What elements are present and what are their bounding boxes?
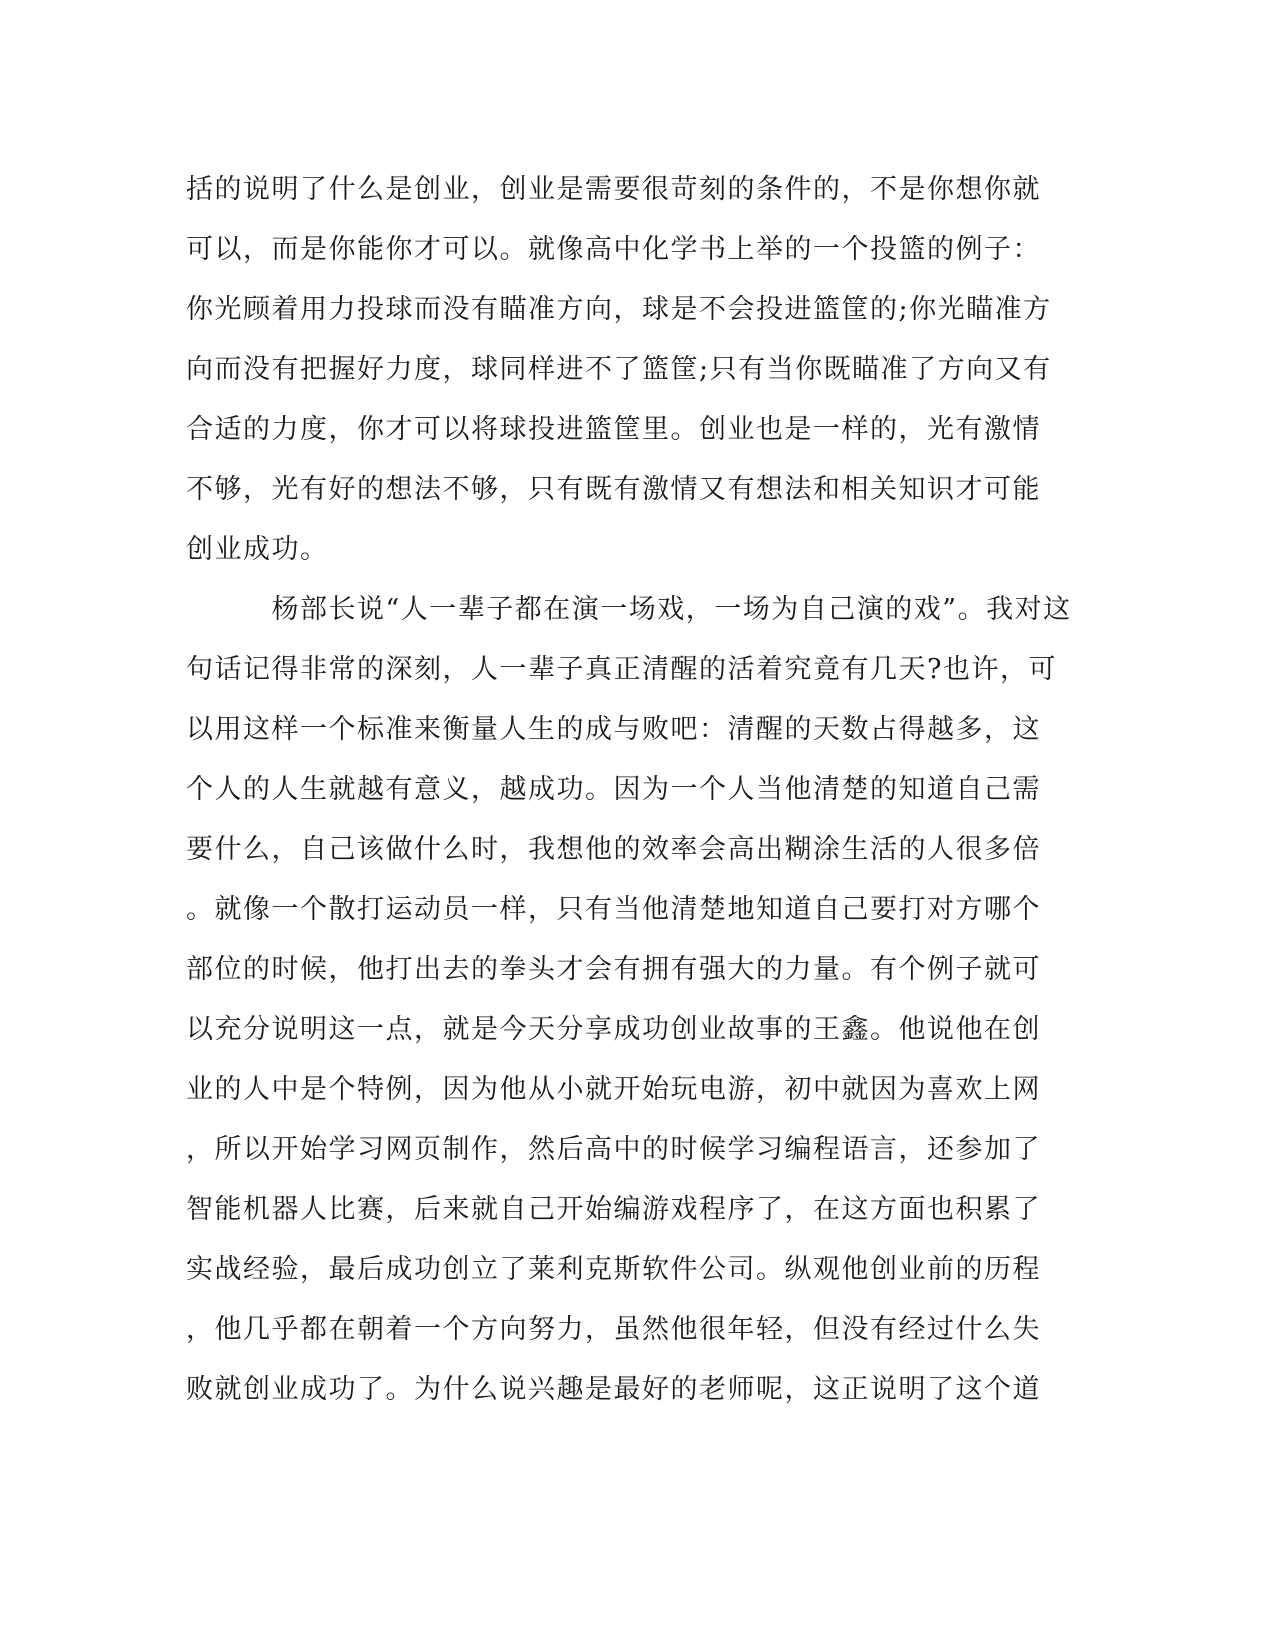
text-line-18: 智能机器人比赛，后来就自己开始编游戏程序了，在这方面也积累了 (186, 1194, 1041, 1225)
text-line-6: 不够，光有好的想法不够，只有既有激情又有想法和相关知识才可能 (186, 474, 1041, 505)
text-line-20: ，他几乎都在朝着一个方向努力，虽然他很年轻，但没有经过什么失 (186, 1314, 1041, 1345)
body-text (186, 160, 1072, 1420)
text-line-12: 要什么，自己该做什么时，我想他的效率会高出糊涂生活的人很多倍 (186, 834, 1041, 865)
text-line-4: 向而没有把握好力度，球同样进不了篮筐;只有当你既瞄准了方向又有 (186, 354, 1052, 385)
text-line-7: 创业成功。 (186, 534, 329, 565)
text-line-2: 可以，而是你能你才可以。就像高中化学书上举的一个投篮的例子： (186, 234, 1041, 265)
text-line-9: 句话记得非常的深刻，人一辈子真正清醒的活着究竟有几天?也许，可 (186, 654, 1057, 685)
text-line-16: 业的人中是个特例，因为他从小就开始玩电游，初中就因为喜欢上网 (186, 1074, 1041, 1105)
text-line-11: 个人的人生就越有意义，越成功。因为一个人当他清楚的知道自己需 (186, 774, 1041, 805)
text-line-21: 败就创业成功了。为什么说兴趣是最好的老师呢，这正说明了这个道 (186, 1374, 1041, 1405)
text-line-3: 你光顾着用力投球而没有瞄准方向，球是不会投进篮筐的;你光瞄准方 (186, 294, 1052, 325)
text-line-8: 杨部长说“人一辈子都在演一场戏，一场为自己演的戏”。我对这 (186, 594, 1072, 625)
text-line-13: 。就像一个散打运动员一样，只有当他清楚地知道自己要打对方哪个 (186, 894, 1041, 925)
text-line-19: 实战经验，最后成功创立了莱利克斯软件公司。纵观他创业前的历程 (186, 1254, 1041, 1285)
text-line-10: 以用这样一个标准来衡量人生的成与败吧：清醒的天数占得越多，这 (186, 714, 1041, 745)
text-line-17: ，所以开始学习网页制作，然后高中的时候学习编程语言，还参加了 (186, 1134, 1041, 1165)
text-line-5: 合适的力度，你才可以将球投进篮筐里。创业也是一样的，光有激情 (186, 414, 1041, 445)
text-line-15: 以充分说明这一点，就是今天分享成功创业故事的王鑫。他说他在创 (186, 1014, 1041, 1045)
text-line-1: 括的说明了什么是创业，创业是需要很苛刻的条件的，不是你想你就 (186, 174, 1041, 205)
text-line-14: 部位的时候，他打出去的拳头才会有拥有强大的力量。有个例子就可 (186, 954, 1041, 985)
